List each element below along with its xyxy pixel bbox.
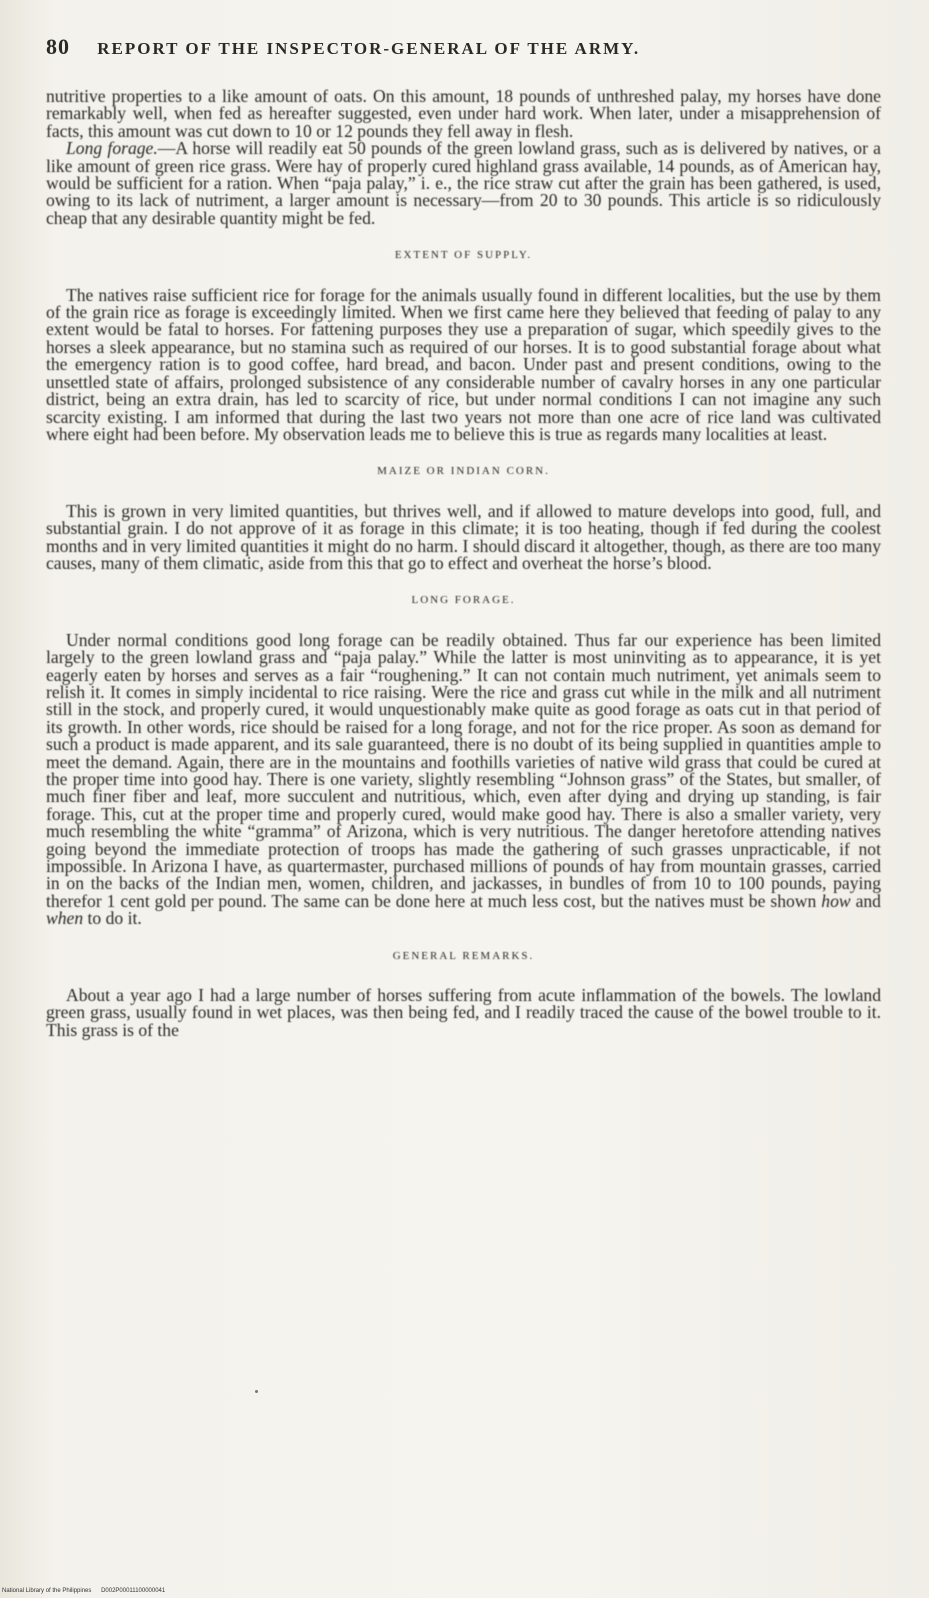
paragraph-3: The natives raise sufficient rice for forage for the animals usually found in different localities, but the use by them of the grain rice as forage is exceedingly limited. When we first came here they believed that feeding of palay to any extent would be fatal to horses. For fattening purposes they use a preparation of sugar, which speedily gives to the horses a sleek appearance, but no stamina such as required of our horses. It is to good substantial forage about what the emergency ration is to good coffee, hard bread, and bacon. Under past and present conditions, owing to the unsettled state of affairs, prolonged subsistence of any considerable number of cavalry horses in any one particular district, being an extra drain, has led to scarcity of rice, but under normal conditions I can not imagine any such scarcity existing. I am informed that during the last two years not more than one acre of rice land was cultivated where eight had been before. My observation leads me to believe this is true as regards many localities at least. (46, 284, 881, 444)
running-head (46, 34, 886, 60)
paragraph-5-text: Under normal conditions good long forage can be readily obtained. Thus far our experience has been limited largely to the green lowland grass and “paja palay.” While the latter is most uninviting as to appearance, it is yet eagerly eaten by horses and serves as a fair “roughening.” It can not contain much nutriment, yet animals seem to relish it. It comes in simply incidental to rice raising. Were the rice and grass cut while in the milk and all nutriment still in the stock, and properly cured, it would unquestionably make quite as good forage as oats cut in that period of its growth. In other words, rice should be raised for a long forage, and not for the rice proper. As soon as demand for such a product is made apparent, and its sale guaranteed, there is no doubt of its being supplied in quantities ample to meet the demand. Again, there are in the mountains and foothills varieties of native wild grass that could be cured at the proper time into good hay. There is one variety, slightly resembling “Johnson grass” of the States, but smaller, of much finer fiber and leaf, more succulent and nutritious, which, even after dying and drying up standing, is fair forage. This, cut at the proper time and properly cured, would make good hay. There is also a smaller variety, very much resembling the white “gramma” of Arizona, which is very nutritious. The danger heretofore attending natives going beyond the immediate protection of troops has made the gathering of such grasses unpracticable, if not impossible. In Arizona I have, as quartermaster, purchased millions of pounds of hay from mountain grasses, carried in on the backs of the Indian men, women, children, and jackasses, in bundles of from 10 to 100 pounds, paying therefor 1 cent gold per pound. The same can be done here at much less cost, but the natives must be shown (46, 629, 881, 911)
paragraph-2-lead: Long forage. (66, 138, 158, 159)
paragraph-6: About a year ago I had a large number of horses suffering from acute inflammation of the bowels. The lowland green grass, usually found in wet places, was then being fed, and I readily traced the cause of the bowel trouble to it. This grass is of the (46, 985, 881, 1040)
paragraph-2-text: —A horse will readily eat 50 pounds of the green lowland grass, such as is delivered by natives, or a like amount of green rice grass. Were hay of properly cured highland grass available, 14 pounds, as of American hay, would be sufficient for a ration. When “paja palay,” i. e., the rice straw cut after the grain has been gathered, is used, owing to its lack of nutriment, a larger amount is necessary—from 20 to 30 pounds. This article is so ridiculously cheap that any desirable quantity might be fed. (46, 138, 881, 228)
paragraph-2 (46, 140, 881, 227)
footer-code: D002P00011100000041 (101, 1588, 166, 1594)
paragraph-5-and: and (850, 890, 881, 911)
ink-speck (255, 1390, 258, 1393)
paragraph-5-end: to do it. (83, 908, 142, 929)
section-heading-general-remarks: GENERAL REMARKS. (392, 949, 535, 962)
section-heading-extent-of-supply: EXTENT OF SUPPLY. (394, 249, 533, 262)
document-body (46, 88, 881, 1039)
paragraph-4: This is grown in very limited quantities, but thrives well, and if allowed to mature develops into good, full, and substantial grain. I do not approve of it as forage in this climate; it is too heating, though if fed during the coolest months and in very limited quantities it might do no harm. I should discard it altogether, though, as there are too many causes, many of them climatic, aside from this that go to effect and overheat the horse’s blood. (46, 500, 881, 573)
running-title: REPORT OF THE INSPECTOR-GENERAL OF THE ARMY. (97, 39, 641, 58)
paragraph-1: nutritive properties to a like amount of oats. On this amount, 18 pounds of unthreshed palay, my horses have done remarkably well, when fed as hereafter suggested, even under hard work. When later, under a misapprehension of facts, this amount was cut down to 10 or 12 pounds they fell away in flesh. (46, 86, 881, 141)
scan-footer (2, 1588, 173, 1594)
section-heading-long-forage: LONG FORAGE. (411, 594, 516, 607)
paragraph-5-how: how (821, 890, 851, 911)
page-number: 80 (46, 34, 70, 59)
paragraph-5 (46, 629, 881, 929)
section-heading-maize: MAIZE OR INDIAN CORN. (377, 465, 550, 478)
paragraph-5-when: when (46, 908, 84, 929)
footer-library: National Library of the Philippines (2, 1588, 92, 1594)
